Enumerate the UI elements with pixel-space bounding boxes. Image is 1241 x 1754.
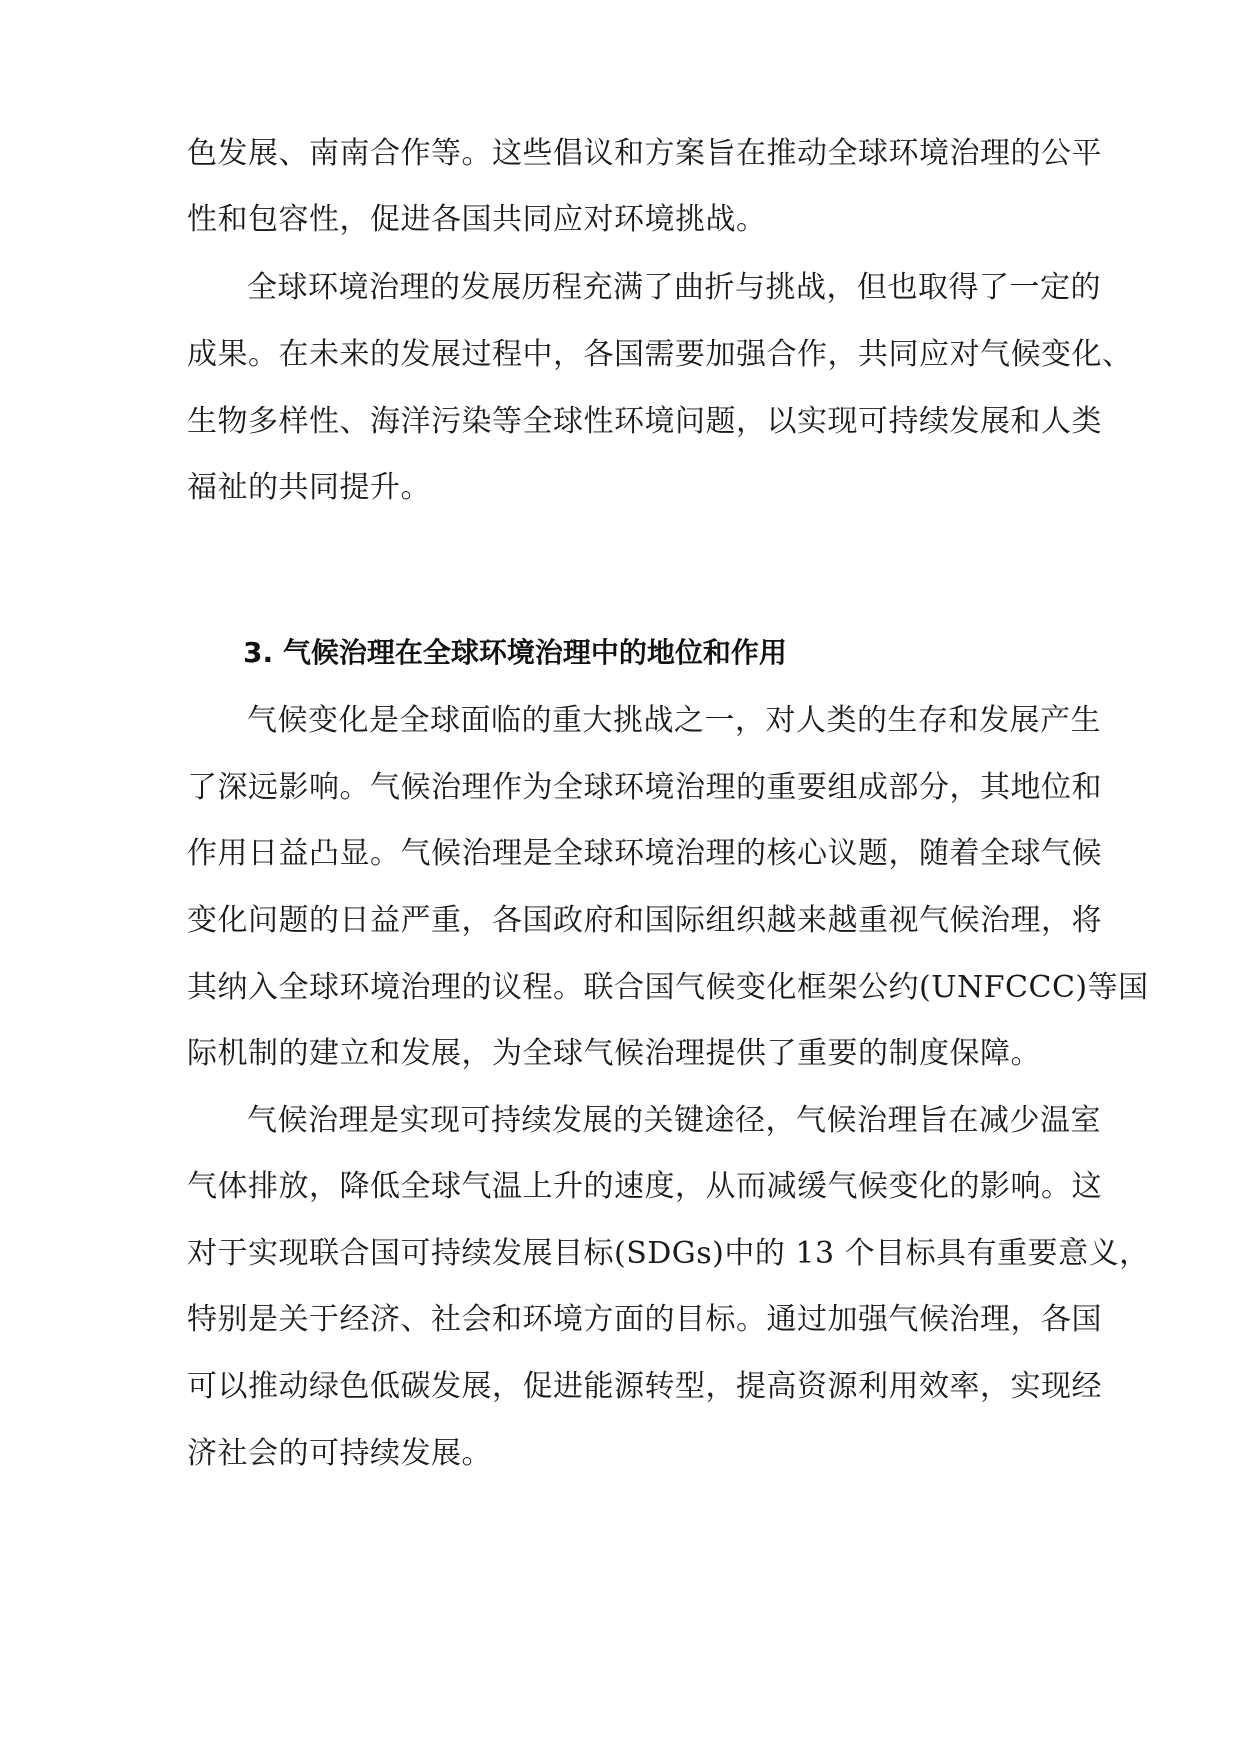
paragraph-line: 特别是关于经济、社会和环境方面的目标。通过加强气候治理，各国	[187, 1302, 1102, 1337]
paragraph-line: 了深远影响。气候治理作为全球环境治理的重要组成部分，其地位和	[187, 770, 1102, 805]
paragraph-line: 气体排放，降低全球气温上升的速度，从而减缓气候变化的影响。这	[187, 1169, 1102, 1204]
paragraph-line: 色发展、南南合作等。这些倡议和方案旨在推动全球环境治理的公平	[187, 136, 1102, 171]
paragraph-line: 济社会的可持续发展。	[187, 1436, 492, 1471]
paragraph-line: 成果。在未来的发展过程中，各国需要加强合作，共同应对气候变化、	[187, 337, 1133, 372]
paragraph-line: 对于实现联合国可持续发展目标(SDGs)中的 13 个目标具有重要意义，	[187, 1236, 1150, 1271]
section-heading: 3. 气候治理在全球环境治理中的地位和作用	[243, 636, 787, 669]
paragraph-line: 福祉的共同提升。	[187, 470, 431, 505]
paragraph-line: 可以推动绿色低碳发展，促进能源转型，提高资源利用效率，实现经	[187, 1369, 1102, 1404]
paragraph-line: 际机制的建立和发展，为全球气候治理提供了重要的制度保障。	[187, 1036, 1041, 1071]
paragraph-line: 气候变化是全球面临的重大挑战之一，对人类的生存和发展产生	[247, 703, 1101, 738]
paragraph-line: 性和包容性，促进各国共同应对环境挑战。	[187, 202, 767, 237]
paragraph-line: 变化问题的日益严重，各国政府和国际组织越来越重视气候治理，将	[187, 903, 1102, 938]
paragraph-line: 生物多样性、海洋污染等全球性环境问题，以实现可持续发展和人类	[187, 404, 1102, 439]
paragraph-line: 作用日益凸显。气候治理是全球环境治理的核心议题，随着全球气候	[187, 836, 1102, 871]
paragraph-line: 全球环境治理的发展历程充满了曲折与挑战，但也取得了一定的	[247, 270, 1101, 305]
paragraph-line: 气候治理是实现可持续发展的关键途径，气候治理旨在减少温室	[247, 1103, 1101, 1138]
paragraph-line: 其纳入全球环境治理的议程。联合国气候变化框架公约(UNFCCC)等国	[187, 970, 1149, 1005]
